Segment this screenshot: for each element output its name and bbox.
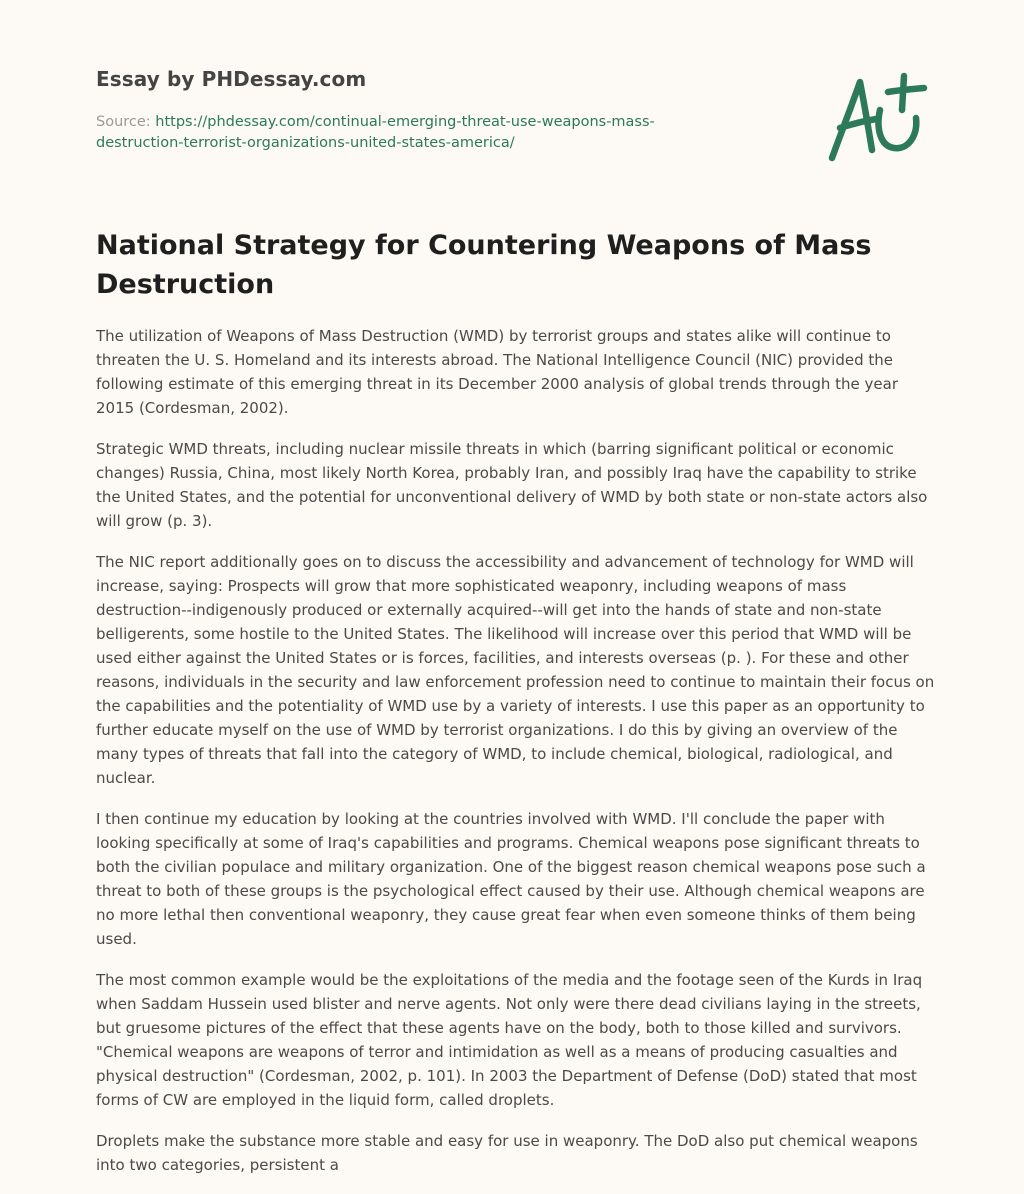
paragraph: The most common example would be the exploitations of the media and the footage seen of the Kurds in Iraq when Saddam Hussein used blister and nerve agents. Not only were there dead civilians laying in the streets, but gruesome pictures of the effect that these agents have on the body, both to those killed and survivors. "Chemical weapons are weapons of terror and intimidation as well as a means of producing casualties and physical destruction" (Cordesman, 2002, p. 101). In 2003 the Department of Defense (DoD) stated that most forms of CW are employed in the liquid form, called droplets. [96, 971, 923, 1109]
site-brand: Essay by PHDessay.com [96, 67, 367, 91]
source-line [96, 112, 736, 154]
paragraph: Droplets make the substance more stable and easy for use in weaponry. The DoD also put chemical weapons into two categories, persistent a [96, 1132, 918, 1174]
paragraph: The utilization of Weapons of Mass Destruction (WMD) by terrorist groups and states alike will continue to threaten the U. S. Homeland and its interests abroad. The National Intelligence Council (NIC) provided the following estimate of this emerging threat in its December 2000 analysis of global trends through the year 2015 (Cordesman, 2002). [96, 327, 899, 417]
source-link[interactable]: https://phdessay.com/continual-emerging-threat-use-weapons-mass-destruction-terrorist-organizations-united-states-america/ [96, 114, 655, 151]
paragraph: The NIC report additionally goes on to discuss the accessibility and advancement of technology for WMD will increase, saying: Prospects will grow that more sophisticated weaponry, including weapons of mass destruction--indigenously produced or externally acquired--will get into the hands of state and non-state belligerents, some hostile to the United States. The likelihood will increase over this period that WMD will be used either against the United States or is forces, facilities, and interests overseas (p. ). For these and other reasons, individuals in the security and law enforcement profession need to continue to maintain their focus on the capabilities and the potentiality of WMD use by a variety of interests. I use this paper as an opportunity to further educate myself on the use of WMD by terrorist organizations. I do this by giving an overview of the many types of threats that fall into the category of WMD, to include chemical, biological, radiological, and nuclear. [96, 553, 935, 787]
source-label: Source: [96, 114, 156, 130]
a-plus-logo-icon [826, 66, 930, 170]
article-body [96, 324, 936, 1194]
article-title: National Strategy for Countering Weapons of Mass Destruction [96, 230, 872, 300]
paragraph: Strategic WMD threats, including nuclear missile threats in which (barring significant political or economic changes) Russia, China, most likely North Korea, probably Iran, and possibly Iraq have the capability to strike the United States, and the potential for unconventional delivery of WMD by both state or non-state actors also will grow (p. 3). [96, 440, 928, 530]
paragraph: I then continue my education by looking at the countries involved with WMD. I'll conclude the paper with looking specifically at some of Iraq's capabilities and programs. Chemical weapons pose significant threats to both the civilian populace and military organization. One of the biggest reason chemical weapons pose such a threat to both of these groups is the psychological effect caused by their use. Although chemical weapons are no more lethal then conventional weaponry, they cause great fear when even someone thinks of them being used. [96, 810, 926, 948]
